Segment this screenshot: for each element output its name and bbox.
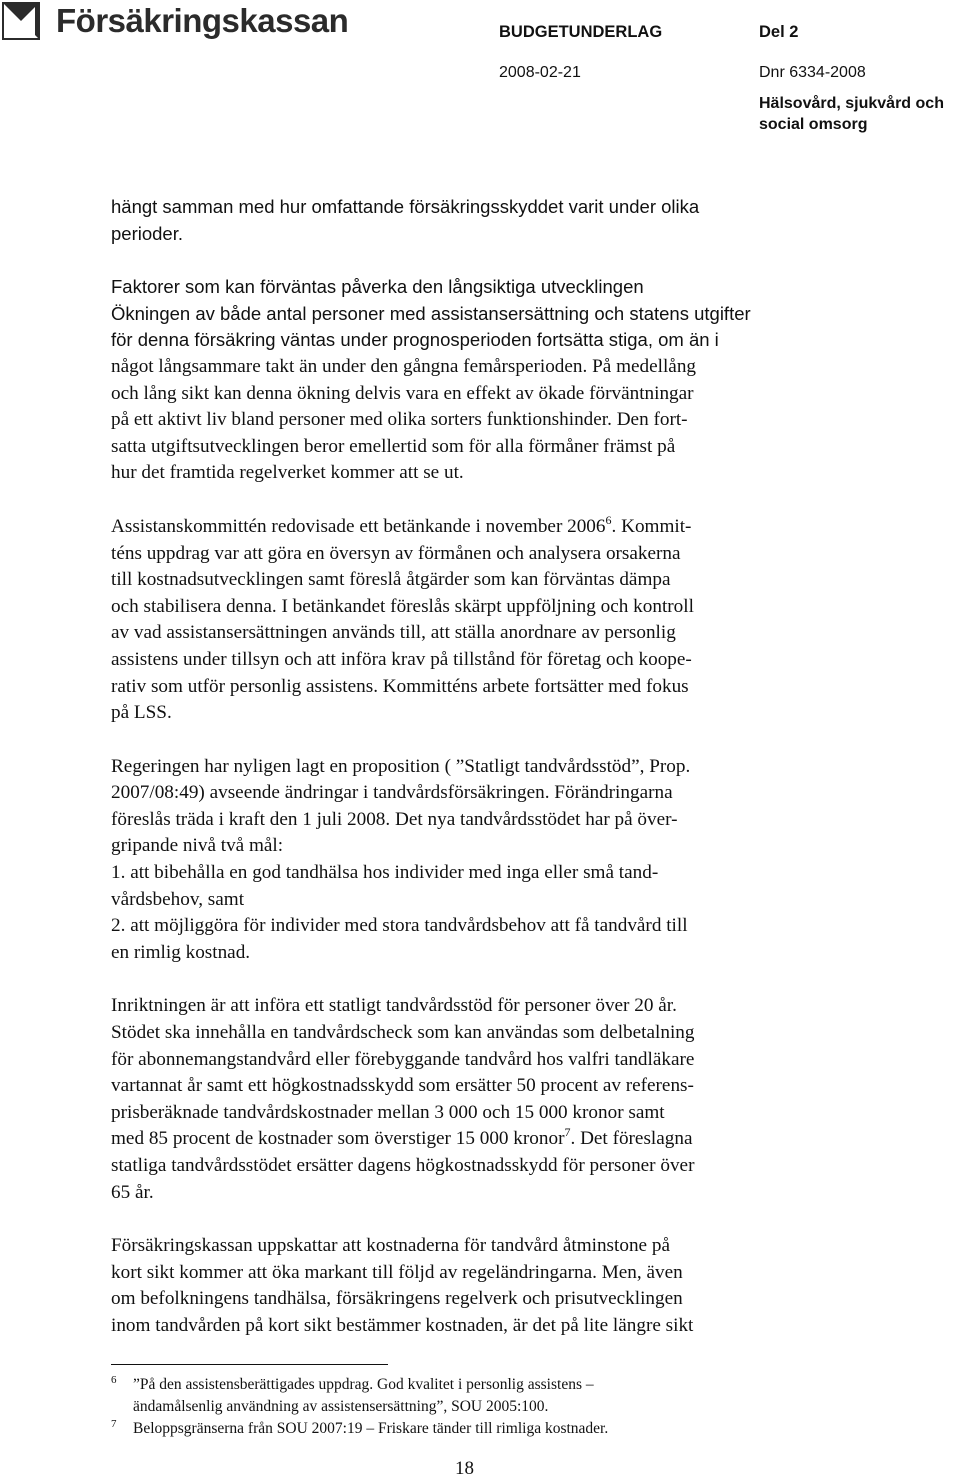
text-fragment: Assistanskommittén redovisade ett betänkande i november 2006 bbox=[111, 515, 606, 537]
text-line: 2007/08:49) avseende ändringar i tandvårdsförsäkringen. Förändringarna bbox=[111, 782, 673, 804]
footnote-number: 7 bbox=[111, 1418, 117, 1430]
text-line: assistens under tillsyn och att införa krav på tillstånd för företag och koope- bbox=[111, 648, 692, 670]
text-line: inom tandvården på kort sikt bestämmer kostnaden, är det på lite längre sikt bbox=[111, 1314, 694, 1336]
department-line: Hälsovård, sjukvård och bbox=[759, 95, 944, 112]
text-line: en rimlig kostnad. bbox=[111, 941, 251, 963]
paragraph-proposition bbox=[111, 754, 827, 967]
text-line: 65 år. bbox=[111, 1181, 154, 1203]
text-line: satta utgiftsutvecklingen beror emellertid som för alla förmåner främst på bbox=[111, 435, 676, 457]
footnote-number: 6 bbox=[111, 1374, 117, 1386]
logo bbox=[2, 2, 348, 40]
footnote-text: ”På den assistensberättigades uppdrag. God kvalitet i personlig assistens – bbox=[133, 1376, 594, 1393]
text-line: för abonnemangstandvård eller förebyggande tandvård hos valfri tandläkare bbox=[111, 1048, 695, 1070]
text-line: något långsammare takt än under den gångna femårsperioden. På medellång bbox=[111, 355, 697, 377]
paragraph-growth bbox=[111, 354, 827, 487]
document-body bbox=[111, 194, 827, 1340]
text-line: på ett aktivt liv bland personer med olika sorters funktionshinder. Den fort- bbox=[111, 409, 688, 431]
text-line: om befolkningens tandhälsa, försäkringens regelverk och prisutvecklingen bbox=[111, 1288, 683, 1310]
section-heading bbox=[111, 274, 827, 301]
text-line: 2. att möjliggöra för individer med stora tandvårdsbehov att få tandvård till bbox=[111, 915, 688, 937]
text-line: vårdsbehov, samt bbox=[111, 888, 245, 910]
text-fragment: med 85 procent de kostnader som överstiger 15 000 kronor bbox=[111, 1128, 565, 1150]
footnote-7 bbox=[111, 1418, 811, 1440]
text-line: 1. att bibehålla en god tandhälsa hos individer med inga eller små tand- bbox=[111, 862, 659, 884]
paragraph-growth-sans bbox=[111, 301, 827, 354]
page-number: 18 bbox=[455, 1458, 474, 1479]
text-line: perioder. bbox=[111, 222, 183, 244]
text-line: på LSS. bbox=[111, 702, 172, 724]
text-line: av vad assistansersättningen används till, att ställa anordnare av personlig bbox=[111, 622, 676, 644]
text-line: föreslås träda i kraft den 1 juli 2008. Det nya tandvårdsstödet har på över- bbox=[111, 808, 678, 830]
text-line: hängt samman med hur omfattande försäkringsskyddet varit under olika bbox=[111, 196, 700, 217]
document-number: Dnr 6334-2008 bbox=[759, 64, 866, 81]
document-part: Del 2 bbox=[759, 23, 799, 41]
text-line: prisberäknade tandvårdskostnader mellan 3 000 och 15 000 kronor samt bbox=[111, 1101, 665, 1123]
text-line: kort sikt kommer att öka markant till följd av regeländringarna. Men, även bbox=[111, 1261, 683, 1283]
heading-text: Faktorer som kan förväntas påverka den långsiktiga utvecklingen bbox=[111, 276, 644, 298]
text-fragment: . Kommit- bbox=[611, 515, 692, 537]
text-line: hur det framtida regelverket kommer att se ut. bbox=[111, 462, 464, 484]
footnote-ref[interactable]: 6 bbox=[605, 512, 612, 527]
text-line: statliga tandvårdsstödet ersätter dagens högkostnadsskydd för personer över bbox=[111, 1155, 695, 1176]
department-line: social omsorg bbox=[759, 116, 868, 133]
paragraph-continuation bbox=[111, 194, 827, 247]
text-line: gripande nivå två mål: bbox=[111, 835, 284, 857]
paragraph-committee bbox=[111, 514, 827, 727]
text-line: téns uppdrag var att göra en översyn av förmånen och analysera orsakerna bbox=[111, 542, 681, 564]
logo-mark-icon bbox=[2, 2, 40, 40]
footnote-divider bbox=[111, 1364, 388, 1365]
text-line: och lång sikt kan denna ökning delvis vara en effekt av ökade förväntningar bbox=[111, 382, 694, 404]
text-fragment: . Det föreslagna bbox=[570, 1128, 693, 1150]
footnote-6 bbox=[111, 1374, 811, 1418]
logo-text: Försäkringskassan bbox=[56, 2, 349, 39]
document-type: BUDGETUNDERLAG bbox=[499, 23, 663, 41]
paragraph-estimate bbox=[111, 1233, 827, 1339]
text-line bbox=[111, 1126, 827, 1153]
text-line: vartannat år samt ett högkostnadsskydd som ersätter 50 procent av referens- bbox=[111, 1075, 694, 1097]
footnote-text: Beloppsgränserna från SOU 2007:19 – Friskare tänder till rimliga kostnader. bbox=[133, 1420, 609, 1437]
text-line bbox=[111, 514, 827, 541]
text-line: Försäkringskassan uppskattar att kostnaderna för tandvård åtminstone på bbox=[111, 1235, 670, 1257]
text-line: rativ som utför personlig assistens. Kommitténs arbete fortsätter med fokus bbox=[111, 675, 689, 697]
text-line: Stödet ska innehålla en tandvårdscheck som kan användas som delbetalning bbox=[111, 1022, 695, 1044]
text-line: till kostnadsutvecklingen samt föreslå åtgärder som kan förväntas dämpa bbox=[111, 569, 671, 591]
footnote-text: ändamålsenlig användning av assistensersättning”, SOU 2005:100. bbox=[133, 1398, 549, 1415]
text-line: Inriktningen är att införa ett statligt tandvårdsstöd för personer över 20 år. bbox=[111, 995, 677, 1017]
text-line: Regeringen har nyligen lagt en proposition ( ”Statligt tandvårdsstöd”, Prop. bbox=[111, 755, 691, 777]
footnotes bbox=[111, 1374, 811, 1440]
document-date: 2008-02-21 bbox=[499, 64, 581, 81]
text-line: för denna försäkring väntas under prognosperioden fortsätta stiga, om än i bbox=[111, 329, 719, 351]
footnote-ref[interactable]: 7 bbox=[564, 1125, 571, 1140]
text-line: och stabilisera denna. I betänkandet föreslås skärpt uppföljning och kontroll bbox=[111, 595, 694, 617]
paragraph-dental-support bbox=[111, 993, 827, 1206]
text-line: Ökningen av både antal personer med assistansersättning och statens utgifter bbox=[111, 302, 751, 324]
department bbox=[759, 93, 960, 135]
